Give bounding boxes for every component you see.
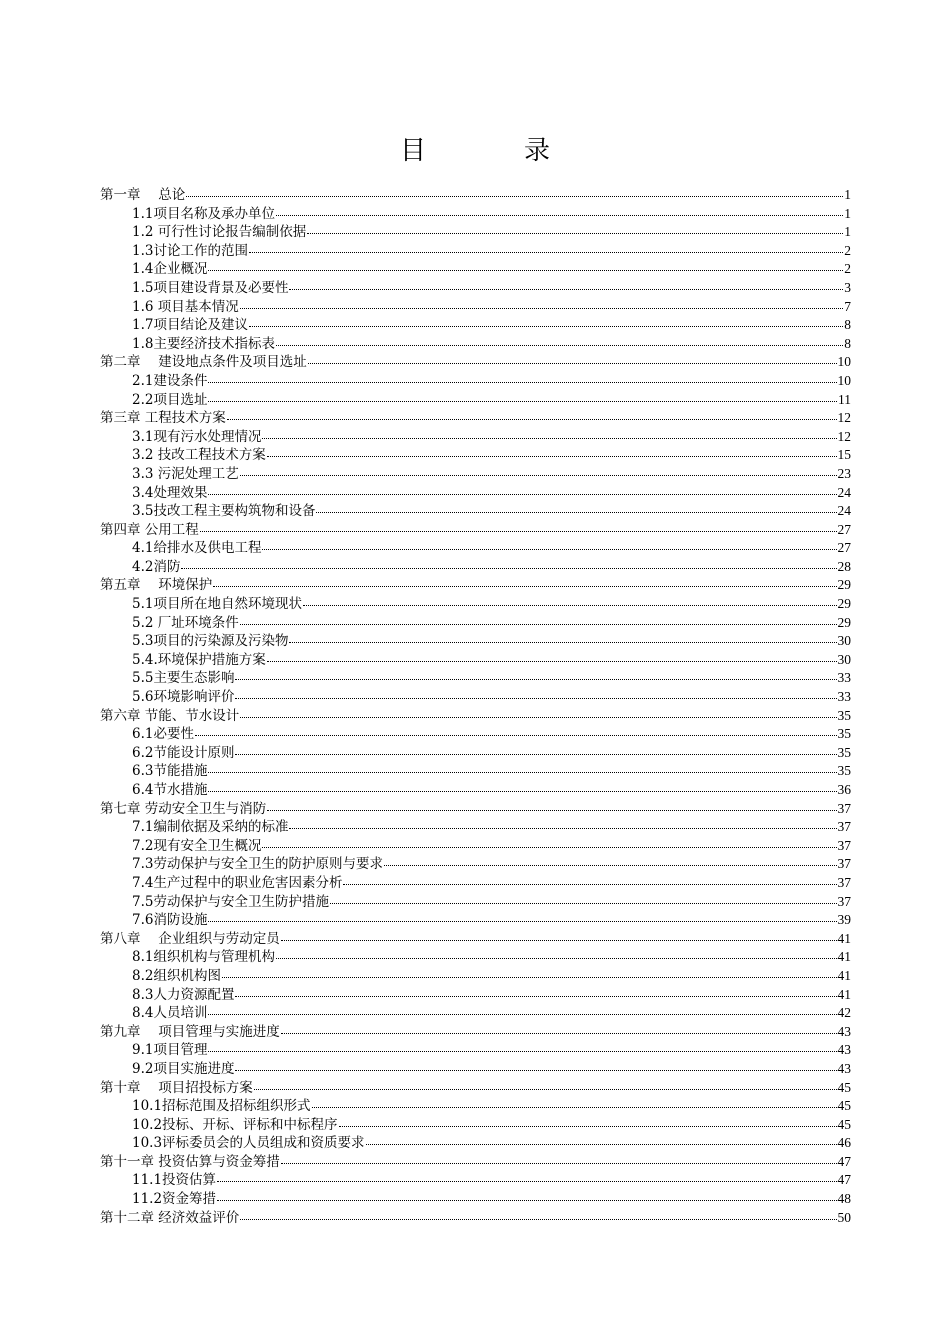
- toc-page-number: 45: [837, 1079, 851, 1095]
- toc-section-entry[interactable]: [100, 911, 851, 930]
- toc-page-number: 42: [837, 1005, 851, 1021]
- toc-entry-label: 第五章 环境保护: [100, 577, 213, 594]
- toc-page-number: 37: [837, 800, 851, 816]
- toc-section-entry[interactable]: [100, 651, 851, 670]
- toc-section-entry[interactable]: [100, 1041, 851, 1060]
- toc-page-number: 41: [837, 967, 851, 983]
- toc-page-number: 3: [844, 279, 851, 295]
- toc-dot-leader: [208, 401, 837, 402]
- toc-page-number: 41: [837, 949, 851, 965]
- toc-dot-leader: [208, 772, 836, 773]
- toc-entry-label: 7.1编制依据及采纳的标准: [132, 819, 289, 836]
- toc-section-entry[interactable]: [100, 818, 851, 837]
- toc-dot-leader: [276, 345, 843, 346]
- toc-entry-label: 第十一章 投资估算与资金筹措: [100, 1153, 280, 1170]
- toc-dot-leader: [303, 605, 837, 606]
- toc-page-number: 10: [837, 354, 851, 370]
- toc-entry-label: 5.3项目的污染源及污染物: [132, 633, 289, 650]
- toc-page-number: 33: [837, 689, 851, 705]
- toc-section-entry[interactable]: [100, 595, 851, 614]
- toc-entry-label: 1.4企业概况: [132, 261, 208, 278]
- toc-dot-leader: [213, 586, 836, 587]
- toc-section-entry[interactable]: [100, 223, 851, 242]
- toc-page-number: 50: [837, 1209, 851, 1225]
- toc-entry-label: 第十章 项目招投标方案: [100, 1079, 253, 1096]
- toc-dot-leader: [240, 1219, 836, 1220]
- toc-chapter-entry[interactable]: [100, 930, 851, 949]
- toc-entry-label: 第三章 工程技术方案: [100, 410, 226, 427]
- toc-chapter-entry[interactable]: [100, 1079, 851, 1098]
- toc-page-number: 29: [837, 614, 851, 630]
- toc-page-number: 33: [837, 670, 851, 686]
- toc-chapter-entry[interactable]: [100, 800, 851, 819]
- toc-dot-leader: [343, 884, 836, 885]
- toc-section-entry[interactable]: [100, 874, 851, 893]
- page-title: 目 录: [399, 136, 586, 167]
- toc-page-number: 47: [837, 1172, 851, 1188]
- toc-entry-label: 2.2项目选址: [132, 391, 208, 408]
- toc-page-number: 45: [837, 1116, 851, 1132]
- toc-section-entry[interactable]: [100, 893, 851, 912]
- toc-dot-leader: [235, 754, 836, 755]
- toc-dot-leader: [330, 903, 837, 904]
- toc-section-entry[interactable]: [100, 446, 851, 465]
- toc-entry-label: 第七章 劳动安全卫生与消防: [100, 800, 267, 817]
- toc-page-number: 29: [837, 577, 851, 593]
- toc-page-number: 35: [837, 763, 851, 779]
- toc-page-number: 46: [837, 1135, 851, 1151]
- toc-page-number: 48: [837, 1191, 851, 1207]
- toc-entry-label: 第十二章 经济效益评价: [100, 1209, 240, 1226]
- toc-page-number: 36: [837, 782, 851, 797]
- toc-entry-label: 8.4人员培训: [132, 1005, 208, 1022]
- toc-page-number: 7: [844, 298, 851, 314]
- toc-dot-leader: [316, 512, 836, 513]
- toc-dot-leader: [208, 1014, 836, 1015]
- toc-page-number: 24: [837, 503, 851, 519]
- toc-chapter-entry[interactable]: [100, 1023, 851, 1042]
- toc-entry-label: 5.6环境影响评价: [132, 689, 235, 706]
- toc-entry-label: 第四章 公用工程: [100, 521, 199, 538]
- toc-entry-label: 3.1现有污水处理情况: [132, 428, 262, 445]
- toc-section-entry[interactable]: [100, 744, 851, 763]
- toc-page-number: 11: [838, 391, 851, 407]
- toc-dot-leader: [249, 326, 843, 327]
- toc-section-entry[interactable]: [100, 855, 851, 874]
- toc-dot-leader: [267, 456, 837, 457]
- toc-dot-leader: [208, 921, 836, 922]
- toc-page-number: 1: [844, 224, 851, 240]
- toc-page-number: 37: [837, 837, 851, 853]
- toc-entry-label: 2.1建设条件: [132, 372, 208, 389]
- toc-page-number: 35: [837, 744, 851, 760]
- toc-section-entry[interactable]: [100, 614, 851, 633]
- toc-page-number: 23: [837, 465, 851, 481]
- toc-section-entry[interactable]: [100, 242, 851, 261]
- toc-entry-label: 1.6 项目基本情况: [132, 298, 239, 315]
- toc-chapter-entry[interactable]: [100, 1153, 851, 1172]
- toc-section-entry[interactable]: [100, 335, 851, 354]
- toc-section-entry[interactable]: [100, 391, 851, 410]
- toc-entry-label: 1.7项目结论及建议: [132, 317, 248, 334]
- toc-page-number: 37: [837, 856, 851, 872]
- toc-section-entry[interactable]: [100, 762, 851, 781]
- toc-section-entry[interactable]: [100, 1097, 851, 1116]
- toc-entry-label: 10.1招标范围及招标组织形式: [132, 1098, 311, 1115]
- toc-page-number: 2: [844, 242, 851, 258]
- toc-page-number: 29: [837, 596, 851, 612]
- toc-dot-leader: [267, 661, 837, 662]
- toc-dot-leader: [222, 977, 837, 978]
- toc-dot-leader: [276, 958, 837, 959]
- toc-entry-label: 10.2投标、开标、评标和中标程序: [132, 1116, 338, 1133]
- toc-section-entry[interactable]: [100, 484, 851, 503]
- toc-section-entry[interactable]: [100, 502, 851, 521]
- toc-section-entry[interactable]: [100, 205, 851, 224]
- toc-page-number: 2: [844, 261, 851, 277]
- toc-entry-label: 9.2项目实施进度: [132, 1060, 235, 1077]
- toc-entry-label: 第九章 项目管理与实施进度: [100, 1023, 280, 1040]
- toc-section-entry[interactable]: [100, 632, 851, 651]
- toc-page-number: 37: [837, 874, 851, 890]
- toc-entry-label: 1.8主要经济技术指标表: [132, 335, 275, 352]
- toc-dot-leader: [267, 810, 836, 811]
- toc-section-entry[interactable]: [100, 986, 851, 1005]
- toc-section-entry[interactable]: [100, 1116, 851, 1135]
- toc-entry-label: 7.6消防设施: [132, 912, 208, 929]
- toc-dot-leader: [240, 717, 836, 718]
- toc-dot-leader: [208, 791, 836, 792]
- toc-entry-label: 7.5劳动保护与安全卫生防护措施: [132, 893, 329, 910]
- toc-entry-label: 4.2消防: [132, 558, 181, 575]
- toc-dot-leader: [186, 196, 843, 197]
- toc-chapter-entry[interactable]: [100, 576, 851, 595]
- toc-dot-leader: [281, 1163, 837, 1164]
- toc-dot-leader: [240, 308, 843, 309]
- toc-page-number: 35: [837, 707, 851, 723]
- toc-entry-label: 第二章 建设地点条件及项目选址: [100, 354, 307, 371]
- toc-entry-label: 9.1项目管理: [132, 1042, 208, 1059]
- toc-dot-leader: [227, 419, 837, 420]
- toc-entry-label: 11.2资金筹措: [132, 1191, 217, 1208]
- toc-dot-leader: [235, 1070, 836, 1071]
- toc-dot-leader: [312, 1107, 837, 1108]
- toc-page-number: 30: [837, 651, 851, 667]
- toc-section-entry[interactable]: [100, 372, 851, 391]
- toc-page-number: 43: [837, 1023, 851, 1039]
- toc-section-entry[interactable]: [100, 688, 851, 707]
- toc-dot-leader: [308, 363, 837, 364]
- toc-entry-label: 6.1必要性: [132, 726, 194, 743]
- toc-page-number: 39: [837, 912, 851, 928]
- toc-entry-label: 4.1给排水及供电工程: [132, 540, 262, 557]
- toc-page-number: 35: [837, 726, 851, 742]
- toc-page-number: 28: [837, 558, 851, 574]
- toc-section-entry[interactable]: [100, 1134, 851, 1153]
- toc-dot-leader: [289, 828, 836, 829]
- toc-page-number: 10: [837, 372, 851, 388]
- toc-page-number: 12: [837, 428, 851, 444]
- toc-entry-label: 7.4生产过程中的职业危害因素分析: [132, 874, 343, 891]
- toc-section-entry[interactable]: [100, 967, 851, 986]
- toc-entry-label: 6.4节水措施: [132, 782, 208, 798]
- toc-page-number: 15: [837, 447, 851, 463]
- toc-entry-label: 8.1组织机构与管理机构: [132, 949, 275, 966]
- toc-dot-leader: [307, 233, 843, 234]
- toc-page-number: 27: [837, 521, 851, 537]
- toc-page-number: 37: [837, 893, 851, 909]
- toc-chapter-entry[interactable]: [100, 1209, 851, 1228]
- toc-dot-leader: [384, 865, 837, 866]
- toc-dot-leader: [281, 1033, 837, 1034]
- toc-dot-leader: [289, 642, 836, 643]
- toc-entry-label: 3.2 技改工程技术方案: [132, 447, 266, 464]
- toc-dot-leader: [366, 1144, 837, 1145]
- toc-entry-label: 1.1项目名称及承办单位: [132, 205, 275, 222]
- toc-chapter-entry[interactable]: [100, 353, 851, 372]
- toc-page-number: 43: [837, 1042, 851, 1058]
- toc-entry-label: 6.2节能设计原则: [132, 744, 235, 761]
- toc-dot-leader: [249, 252, 843, 253]
- toc-page-number: 45: [837, 1098, 851, 1114]
- toc-entry-label: 8.2组织机构图: [132, 967, 221, 984]
- toc-section-entry[interactable]: [100, 465, 851, 484]
- toc-chapter-entry[interactable]: [100, 186, 851, 205]
- toc-dot-leader: [289, 289, 843, 290]
- toc-entry-label: 5.5主要生态影响: [132, 670, 235, 687]
- toc-entry-label: 11.1投资估算: [132, 1172, 217, 1189]
- toc-section-entry[interactable]: [100, 279, 851, 298]
- toc-entry-label: 7.2现有安全卫生概况: [132, 837, 262, 854]
- toc-entry-label: 1.2 可行性讨论报告编制依据: [132, 224, 307, 241]
- toc-section-entry[interactable]: [100, 316, 851, 335]
- toc-section-entry[interactable]: [100, 558, 851, 577]
- table-of-contents: [100, 186, 851, 1227]
- toc-dot-leader: [208, 270, 843, 271]
- toc-dot-leader: [181, 568, 836, 569]
- toc-dot-leader: [254, 1089, 837, 1090]
- toc-entry-label: 1.5项目建设背景及必要性: [132, 279, 289, 296]
- toc-dot-leader: [281, 940, 837, 941]
- toc-entry-label: 5.2 厂址环境条件: [132, 614, 239, 631]
- toc-entry-label: 第八章 企业组织与劳动定员: [100, 930, 280, 947]
- toc-entry-label: 第一章 总论: [100, 187, 186, 203]
- toc-page-number: 1: [844, 205, 851, 221]
- toc-section-entry[interactable]: [100, 725, 851, 744]
- toc-dot-leader: [262, 549, 836, 550]
- toc-section-entry[interactable]: [100, 1060, 851, 1079]
- toc-page-number: 8: [844, 335, 851, 351]
- toc-section-entry[interactable]: [100, 539, 851, 558]
- toc-entry-label: 1.3讨论工作的范围: [132, 242, 248, 259]
- toc-section-entry[interactable]: [100, 781, 851, 800]
- toc-entry-label: 3.3 污泥处理工艺: [132, 465, 239, 482]
- toc-entry-label: 6.3节能措施: [132, 763, 208, 780]
- toc-page-number: 47: [837, 1153, 851, 1169]
- toc-page-number: 8: [844, 317, 851, 333]
- toc-section-entry[interactable]: [100, 260, 851, 279]
- toc-entry-label: 第六章 节能、节水设计: [100, 707, 240, 724]
- toc-chapter-entry[interactable]: [100, 707, 851, 726]
- toc-section-entry[interactable]: [100, 298, 851, 317]
- toc-dot-leader: [208, 494, 836, 495]
- toc-section-entry[interactable]: [100, 948, 851, 967]
- toc-dot-leader: [217, 1200, 836, 1201]
- toc-dot-leader: [240, 624, 837, 625]
- toc-page-number: 30: [837, 633, 851, 649]
- toc-page-number: 37: [837, 819, 851, 835]
- toc-page-number: 12: [837, 410, 851, 426]
- toc-page-number: 27: [837, 540, 851, 556]
- toc-dot-leader: [235, 679, 836, 680]
- toc-section-entry[interactable]: [100, 428, 851, 447]
- toc-page-number: 41: [837, 930, 851, 946]
- toc-dot-leader: [276, 215, 843, 216]
- toc-dot-leader: [235, 698, 836, 699]
- toc-page-number: 43: [837, 1060, 851, 1076]
- toc-dot-leader: [208, 1051, 836, 1052]
- toc-entry-label: 3.5技改工程主要构筑物和设备: [132, 503, 316, 520]
- toc-dot-leader: [339, 1126, 837, 1127]
- toc-dot-leader: [208, 382, 836, 383]
- toc-page-number: 41: [837, 986, 851, 1002]
- toc-page-number: 24: [837, 484, 851, 500]
- toc-entry-label: 8.3人力资源配置: [132, 986, 235, 1003]
- toc-dot-leader: [217, 1181, 836, 1182]
- toc-entry-label: 10.3评标委员会的人员组成和资质要求: [132, 1135, 365, 1152]
- toc-chapter-entry[interactable]: [100, 521, 851, 540]
- toc-dot-leader: [200, 531, 837, 532]
- toc-dot-leader: [195, 735, 837, 736]
- toc-entry-label: 7.3劳动保护与安全卫生的防护原则与要求: [132, 856, 383, 873]
- toc-dot-leader: [240, 475, 837, 476]
- toc-section-entry[interactable]: [100, 1004, 851, 1023]
- toc-entry-label: 5.1项目所在地自然环境现状: [132, 596, 302, 613]
- toc-chapter-entry[interactable]: [100, 409, 851, 428]
- toc-section-entry[interactable]: [100, 1190, 851, 1209]
- toc-section-entry[interactable]: [100, 837, 851, 856]
- toc-dot-leader: [262, 438, 836, 439]
- toc-page-number: 1: [844, 187, 851, 202]
- toc-section-entry[interactable]: [100, 1171, 851, 1190]
- toc-dot-leader: [262, 847, 836, 848]
- toc-entry-label: 3.4处理效果: [132, 484, 208, 501]
- toc-entry-label: 5.4.环境保护措施方案: [132, 651, 266, 668]
- toc-dot-leader: [235, 996, 836, 997]
- toc-section-entry[interactable]: [100, 669, 851, 688]
